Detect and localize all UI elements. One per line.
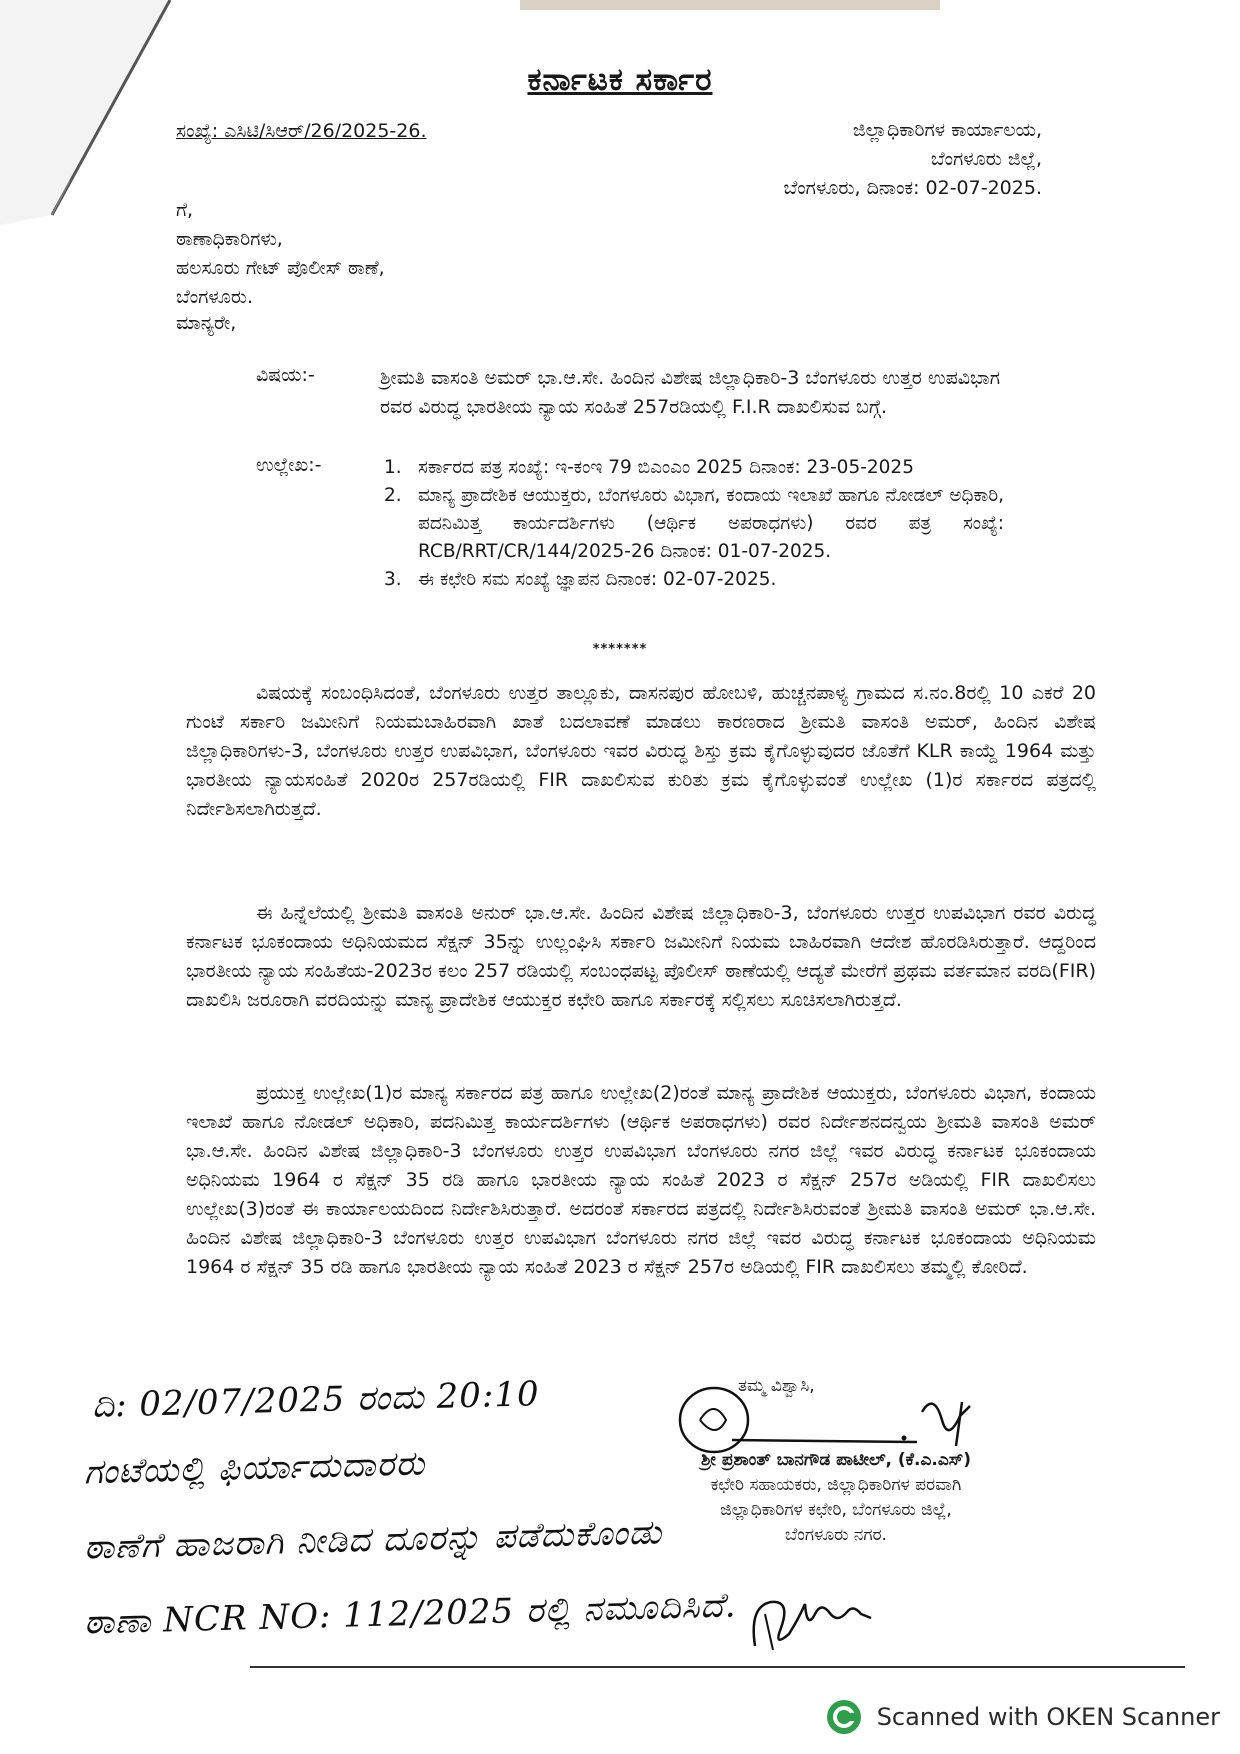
references-list [384,454,1004,594]
scanner-watermark [825,1698,1220,1736]
recipient-line: ಹಲಸೂರು ಗೇಟ್ ಪೊಲೀಸ್ ಠಾಣೆ, [176,257,385,279]
recipient-line: ಗೆ, [176,199,194,221]
signatory-name: ಶ್ರೀ ಪ್ರಶಾಂತ್ ಬಾನಗೌಡ ಪಾಟೀಲ್, (ಕೆ.ಎ.ಎಸ್) [700,1450,972,1470]
recipient-address [176,196,385,312]
handwritten-note-line: ದಿ: 02/07/2025 ರಂದು 20:10 [91,1374,541,1426]
references-label: ಉಲ್ಲೇಖ:- [256,454,322,476]
salutation: ಮಾನ್ಯರೇ, [176,312,237,334]
body-paragraph-3: ಪ್ರಯುಕ್ತ ಉಲ್ಲೇಖ(1)ರ ಮಾನ್ಯ ಸರ್ಕಾರದ ಪತ್ರ ಹಾಗೂ ಉಲ್ಲೇಖ(2)ರಂತೆ ಮಾನ್ಯ ಪ್ರಾದೇಶಿಕ ಆಯುಕ್ತರು, ಬೆಂಗಳೂರು ವಿಭಾಗ, ಕಂದಾಯ ಇಲಾಖೆ ಹಾಗೂ ನೋಡಲ್ ಅಧಿಕಾರಿ, ಪದನಿಮಿತ್ತ ಕಾರ್ಯದರ್ಶಿಗಳು (ಆರ್ಥಿಕ ಅಪರಾಧಗಳು) ರವರ ನಿರ್ದೇಶನದನ್ವಯ ಶ್ರೀಮತಿ ವಾಸಂತಿ ಅಮರ್ ಭಾ.ಆ.ಸೇ. ಹಿಂದಿನ ವಿಶೇಷ ಜಿಲ್ಲಾಧಿಕಾರಿ-3 ಬೆಂಗಳೂರು ಉತ್ತರ ಉಪವಿಭಾಗ ಬೆಂಗಳೂರು ನಗರ ಜಿಲ್ಲೆ ಇವರ ವಿರುದ್ಧ ಕರ್ನಾಟಕ ಭೂಕಂದಾಯ ಅಧಿನಿಯಮ 1964 ರ ಸೆಕ್ಷನ್ 35 ರಡಿ ಹಾಗೂ ಭಾರತೀಯ ನ್ಯಾಯ ಸಂಹಿತೆ 2023 ರ ಸೆಕ್ಷನ್ 257ರ ಅಡಿಯಲ್ಲಿ FIR ದಾಖಲಿಸಲು ಉಲ್ಲೇಖ(3)ರಂತೆ ಈ ಕಾರ್ಯಾಲಯದಿಂದ ನಿರ್ದೇಶಿಸಿರುತ್ತಾರೆ. ಅದರಂತೆ ಸರ್ಕಾರದ ಪತ್ರದಲ್ಲಿ ನಿರ್ದೇಶಿಸಿರುವಂತೆ ಶ್ರೀಮತಿ ವಾಸಂತಿ ಅಮರ್ ಭಾ.ಆ.ಸೇ. ಹಿಂದಿನ ವಿಶೇಷ ಜಿಲ್ಲಾಧಿಕಾರಿ-3 ಬೆಂಗಳೂರು ಉತ್ತರ ಉಪವಿಭಾಗ ಬೆಂಗಳೂರು ನಗರ ಜಿಲ್ಲೆ ಇವರ ವಿರುದ್ಧ ಕರ್ನಾಟಕ ಭೂಕಂದಾಯ ಅಧಿನಿಯಮ 1964 ರ ಸೆಕ್ಷನ್ 35 ರಡಿ ಹಾಗೂ ಭಾರತೀಯ ನ್ಯಾಯ ಸಂಹಿತೆ 2023 ರ ಸೆಕ್ಷನ್ 257ರ ಅಡಿಯಲ್ಲಿ FIR ದಾಖಲಿಸಲು ತಮ್ಮಲ್ಲಿ ಕೋರಿದೆ. [186,1082,1096,1278]
subject-label: ವಿಷಯ:- [256,364,315,386]
subject-text: ಶ್ರೀಮತಿ ವಾಸಂತಿ ಅಮರ್ ಭಾ.ಆ.ಸೇ. ಹಿಂದಿನ ವಿಶೇಷ ಜಿಲ್ಲಾಧಿಕಾರಿ-3 ಬೆಂಗಳೂರು ಉತ್ತರ ಉಪವಿಭಾಗ ರವರ ವಿರುದ್ಧ ಭಾರತೀಯ ನ್ಯಾಯ ಸಂಹಿತೆ 257ರಡಿಯಲ್ಲಿ F.I.R ದಾಖಲಿಸುವ ಬಗ್ಗೆ. [380,367,1000,418]
closing-phrase: ತಮ್ಮ ವಿಶ್ವಾಸಿ, [738,1376,815,1396]
reference-number-label: 1. [384,457,402,478]
recipient-line: ಠಾಣಾಧಿಕಾರಿಗಳು, [176,228,283,250]
scanner-logo-icon [825,1698,863,1736]
office-line: ಬೆಂಗಳೂರು ಜಿಲ್ಲೆ, [930,148,1042,170]
section-separator: ******* [592,642,648,657]
reference-text: ಮಾನ್ಯ ಪ್ರಾದೇಶಿಕ ಆಯುಕ್ತರು, ಬೆಂಗಳೂರು ವಿಭಾಗ, ಕಂದಾಯ ಇಲಾಖೆ ಹಾಗೂ ನೋಡಲ್ ಅಧಿಕಾರಿ, ಪದನಿಮಿತ್ತ ಕಾರ್ಯದರ್ಶಿಗಳು (ಆರ್ಥಿಕ ಅಪರಾಧಗಳು) ರವರ ಪತ್ರ ಸಂಖ್ಯೆ: RCB/RRT/CR/144/2025-26 ದಿನಾಂಕ: 01-07-2025. [418,485,1004,562]
reference-number: ಸಂಖ್ಯೆ: ಎಸಿಟಿ/ಸಿಆರ್/26/2025-26. [176,120,427,142]
body-paragraph-2: ಈ ಹಿನ್ನೆಲೆಯಲ್ಲಿ ಶ್ರೀಮತಿ ವಾಸಂತಿ ಅನುರ್ ಭಾ.ಆ.ಸೇ. ಹಿಂದಿನ ವಿಶೇಷ ಜಿಲ್ಲಾಧಿಕಾರಿ-3, ಬೆಂಗಳೂರು ಉತ್ತರ ಉಪವಿಭಾಗ ರವರ ವಿರುದ್ಧ ಕರ್ನಾಟಕ ಭೂಕಂದಾಯ ಅಧಿನಿಯಮದ ಸೆಕ್ಷನ್ 35ನ್ನು ಉಲ್ಲಂಘಿಸಿ ಸರ್ಕಾರಿ ಜಮೀನಿಗೆ ನಿಯಮ ಬಾಹಿರವಾಗಿ ಆದೇಶ ಹೊರಡಿಸಿರುತ್ತಾರೆ. ಆದ್ದರಿಂದ ಭಾರತೀಯ ನ್ಯಾಯ ಸಂಹಿತೆಯ-2023ರ ಕಲಂ 257 ರಡಿಯಲ್ಲಿ ಸಂಬಂಧಪಟ್ಟ ಪೊಲೀಸ್ ಠಾಣೆಯಲ್ಲಿ ಆದ್ಯತೆ ಮೇರೆಗೆ ಪ್ರಥಮ ವರ್ತಮಾನ ವರದಿ(FIR) ದಾಖಲಿಸಿ ಜರೂರಾಗಿ ವರದಿಯನ್ನು ಮಾನ್ಯ ಪ್ರಾದೇಶಿಕ ಆಯುಕ್ತರ ಕಛೇರಿ ಹಾಗೂ ಸರ್ಕಾರಕ್ಕೆ ಸಲ್ಲಿಸಲು ಸೂಚಿಸಲಾಗಿರುತ್ತದೆ. [186,902,1096,1011]
reference-text: ಈ ಕಛೇರಿ ಸಮ ಸಂಖ್ಯೆ ಜ್ಞಾಪನ ದಿನಾಂಕ: 02-07-2025. [418,569,777,590]
reference-text: ಸರ್ಕಾರದ ಪತ್ರ ಸಂಖ್ಯೆ: ಇ-ಕಂಇ 79 ಬಿಎಂಎಂ 2025 ದಿನಾಂಕ: 23-05-2025 [418,457,914,478]
office-address [784,116,1042,203]
body-paragraph-1: ವಿಷಯಕ್ಕೆ ಸಂಬಂಧಿಸಿದಂತೆ, ಬೆಂಗಳೂರು ಉತ್ತರ ತಾಲ್ಲೂಕು, ದಾಸನಪುರ ಹೋಬಳಿ, ಹುಚ್ಚನಪಾಳ್ಯ ಗ್ರಾಮದ ಸ.ನಂ.8ರಲ್ಲಿ 10 ಎಕರೆ 20 ಗುಂಟೆ ಸರ್ಕಾರಿ ಜಮೀನಿಗೆ ನಿಯಮಬಾಹಿರವಾಗಿ ಖಾತೆ ಬದಲಾವಣೆ ಮಾಡಲು ಕಾರಣರಾದ ಶ್ರೀಮತಿ ವಾಸಂತಿ ಅಮರ್, ಹಿಂದಿನ ವಿಶೇಷ ಜಿಲ್ಲಾಧಿಕಾರಿಗಳು-3, ಬೆಂಗಳೂರು ಉತ್ತರ ಉಪವಿಭಾಗ, ಬೆಂಗಳೂರು ಇವರ ವಿರುದ್ಧ ಶಿಸ್ತು ಕ್ರಮ ಕೈಗೊಳ್ಳುವುದರ ಜೊತೆಗೆ KLR ಕಾಯ್ದೆ 1964 ಮತ್ತು ಭಾರತೀಯ ನ್ಯಾಯಸಂಹಿತೆ 2020ರ 257ರಡಿಯಲ್ಲಿ FIR ದಾಖಲಿಸುವ ಕುರಿತು ಕ್ರಮ ಕೈಗೊಳ್ಳುವಂತೆ ಉಲ್ಲೇಖ (1)ರ ಸರ್ಕಾರದ ಪತ್ರದಲ್ಲಿ ನಿರ್ದೇಶಿಸಲಾಗಿರುತ್ತದೆ. [186,682,1096,820]
office-line: ಜಿಲ್ಲಾಧಿಕಾರಿಗಳ ಕಾರ್ಯಾಲಯ, [852,119,1042,141]
recipient-line: ಬೆಂಗಳೂರು. [176,286,254,308]
document-title: ಕರ್ನಾಟಕ ಸರ್ಕಾರ [527,62,713,98]
handwritten-note-line: ಠಾಣೆಗೆ ಹಾಜರಾಗಿ ನೀಡಿದ ದೂರನ್ನು ಪಡೆದುಕೊಂಡು [83,1512,663,1568]
reference-item [384,454,1004,482]
signatory-office: ಜಿಲ್ಲಾಧಿಕಾರಿಗಳ ಕಛೇರಿ, ಬೆಂಗಳೂರು ಜಿಲ್ಲೆ, [720,1500,952,1520]
reference-number-label: 2. [384,485,402,506]
page-bottom-divider [250,1666,1185,1668]
office-date-line: ಬೆಂಗಳೂರು, ದಿನಾಂಕ: 02-07-2025. [783,177,1042,199]
reference-number-label: 3. [384,569,402,590]
signatory-designation: ಕಛೇರಿ ಸಹಾಯಕರು, ಜಿಲ್ಲಾಧಿಕಾರಿಗಳ ಪರವಾಗಿ [710,1475,962,1495]
reference-item [384,482,1004,566]
handwritten-note-line: ಠಾಣಾ NCR NO: 112/2025 ರಲ್ಲಿ ನಮೂದಿಸಿದೆ. [83,1585,737,1643]
signature-block [626,1448,1046,1548]
reference-item [384,566,1004,594]
scanner-label: Scanned with OKEN Scanner [876,1703,1220,1731]
police-signature-mark [745,1588,885,1658]
handwritten-note-line: ಗಂಟೆಯಲ್ಲಿ ಫಿರ್ಯಾದುದಾರರು [83,1443,426,1493]
signatory-city: ಬೆಂಗಳೂರು ನಗರ. [785,1525,887,1545]
